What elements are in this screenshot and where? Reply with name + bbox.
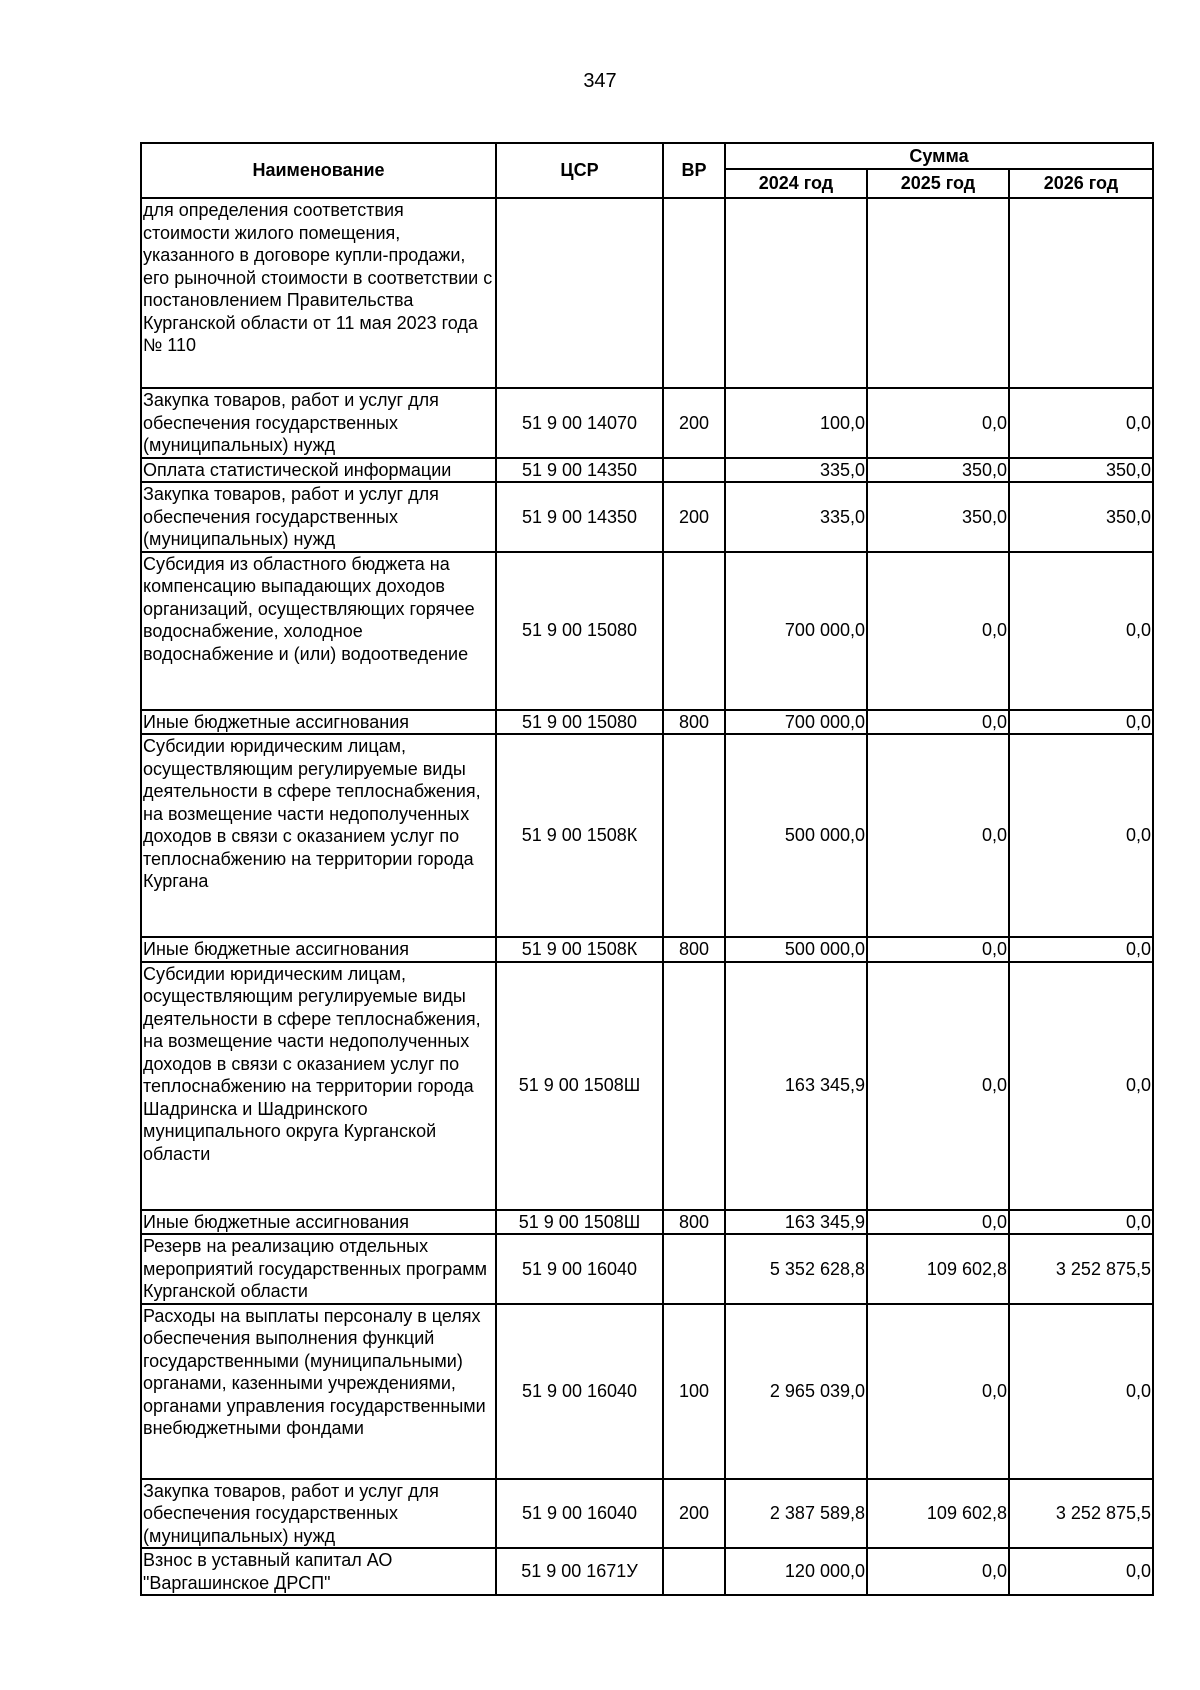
table-body <box>141 198 1153 1595</box>
row-csr-cell: 51 9 00 1508Ш <box>496 962 663 1210</box>
row-2024-cell: 163 345,9 <box>725 1210 867 1235</box>
row-2026-cell: 350,0 <box>1009 482 1153 552</box>
row-vr-cell: 200 <box>663 388 725 458</box>
row-vr-cell: 800 <box>663 937 725 962</box>
row-name-cell: Закупка товаров, работ и услуг для обеспечения государственных (муниципальных) нужд <box>141 1479 496 1549</box>
row-csr-cell: 51 9 00 15080 <box>496 552 663 710</box>
row-2025-cell: 350,0 <box>867 482 1009 552</box>
row-name-cell: Оплата статистической информации <box>141 458 496 483</box>
row-2025-cell: 109 602,8 <box>867 1479 1009 1549</box>
row-2026-cell: 0,0 <box>1009 1548 1153 1595</box>
row-2026-cell: 0,0 <box>1009 552 1153 710</box>
row-vr-cell <box>663 962 725 1210</box>
row-vr-cell: 800 <box>663 1210 725 1235</box>
row-name-cell: Субсидии юридическим лицам, осуществляющим регулируемые виды деятельности в сфере теплоснабжения, на возмещение части недополученных доходов в связи с оказанием услуг по теплоснабжению на территории города Кургана <box>141 734 496 937</box>
row-csr-cell: 51 9 00 14350 <box>496 458 663 483</box>
row-2026-cell: 350,0 <box>1009 458 1153 483</box>
row-name-cell: Взнос в уставный капитал АО "Варгашинское ДРСП" <box>141 1548 496 1595</box>
row-name-cell: Субсидия из областного бюджета на компенсацию выпадающих доходов организаций, осуществляющих горячее водоснабжение, холодное водоснабжение и (или) водоотведение <box>141 552 496 710</box>
row-vr-cell <box>663 458 725 483</box>
row-name-cell: Иные бюджетные ассигнования <box>141 937 496 962</box>
header-sum: Сумма <box>725 143 1153 169</box>
row-2024-cell: 700 000,0 <box>725 552 867 710</box>
row-name-cell: Расходы на выплаты персоналу в целях обеспечения выполнения функций государственными (муниципальными) органами, казенными учреждениями, органами управления государственными внебюджетными фондами <box>141 1304 496 1479</box>
row-2025-cell <box>867 198 1009 388</box>
row-csr-cell: 51 9 00 16040 <box>496 1234 663 1304</box>
row-2024-cell: 100,0 <box>725 388 867 458</box>
row-vr-cell <box>663 1548 725 1595</box>
row-vr-cell <box>663 198 725 388</box>
table-row <box>141 710 1153 735</box>
row-2024-cell: 500 000,0 <box>725 734 867 937</box>
row-vr-cell: 200 <box>663 1479 725 1549</box>
row-2024-cell: 120 000,0 <box>725 1548 867 1595</box>
row-2026-cell: 0,0 <box>1009 710 1153 735</box>
row-name-cell: Закупка товаров, работ и услуг для обеспечения государственных (муниципальных) нужд <box>141 388 496 458</box>
row-csr-cell: 51 9 00 15080 <box>496 710 663 735</box>
row-2026-cell: 0,0 <box>1009 734 1153 937</box>
row-2025-cell: 109 602,8 <box>867 1234 1009 1304</box>
header-2026: 2026 год <box>1009 169 1153 198</box>
row-2024-cell: 2 387 589,8 <box>725 1479 867 1549</box>
row-2024-cell: 163 345,9 <box>725 962 867 1210</box>
row-2024-cell: 500 000,0 <box>725 937 867 962</box>
row-2026-cell <box>1009 198 1153 388</box>
table-header <box>141 143 1153 198</box>
table-row <box>141 1548 1153 1595</box>
table-row <box>141 1234 1153 1304</box>
row-vr-cell <box>663 1234 725 1304</box>
table-row <box>141 1479 1153 1549</box>
row-vr-cell: 800 <box>663 710 725 735</box>
row-2025-cell: 0,0 <box>867 710 1009 735</box>
row-2026-cell: 3 252 875,5 <box>1009 1234 1153 1304</box>
row-2025-cell: 0,0 <box>867 734 1009 937</box>
header-name: Наименование <box>141 143 496 198</box>
row-name-cell: Иные бюджетные ассигнования <box>141 710 496 735</box>
table-row <box>141 962 1153 1210</box>
row-vr-cell: 200 <box>663 482 725 552</box>
row-2024-cell: 335,0 <box>725 482 867 552</box>
row-2025-cell: 0,0 <box>867 1548 1009 1595</box>
page-number: 347 <box>583 70 617 92</box>
row-2025-cell: 0,0 <box>867 962 1009 1210</box>
row-vr-cell <box>663 734 725 937</box>
row-csr-cell <box>496 198 663 388</box>
row-2024-cell: 700 000,0 <box>725 710 867 735</box>
row-name-cell: Иные бюджетные ассигнования <box>141 1210 496 1235</box>
row-csr-cell: 51 9 00 16040 <box>496 1479 663 1549</box>
row-2025-cell: 0,0 <box>867 552 1009 710</box>
row-2025-cell: 0,0 <box>867 388 1009 458</box>
row-name-cell: для определения соответствия стоимости жилого помещения, указанного в договоре купли-продажи, его рыночной стоимости в соответствии с постановлением Правительства Курганской области от 11 мая 2023 года № 110 <box>141 198 496 388</box>
table-row <box>141 1304 1153 1479</box>
row-2026-cell: 0,0 <box>1009 1210 1153 1235</box>
header-vr: ВР <box>663 143 725 198</box>
header-csr: ЦСР <box>496 143 663 198</box>
table-row <box>141 198 1153 388</box>
row-csr-cell: 51 9 00 14350 <box>496 482 663 552</box>
row-csr-cell: 51 9 00 1508Ш <box>496 1210 663 1235</box>
row-vr-cell <box>663 552 725 710</box>
table-row <box>141 458 1153 483</box>
row-2025-cell: 0,0 <box>867 1304 1009 1479</box>
row-2024-cell: 5 352 628,8 <box>725 1234 867 1304</box>
row-csr-cell: 51 9 00 1508К <box>496 937 663 962</box>
row-csr-cell: 51 9 00 14070 <box>496 388 663 458</box>
table-row <box>141 734 1153 937</box>
row-2024-cell: 335,0 <box>725 458 867 483</box>
row-csr-cell: 51 9 00 1508К <box>496 734 663 937</box>
header-2025: 2025 год <box>867 169 1009 198</box>
row-name-cell: Закупка товаров, работ и услуг для обеспечения государственных (муниципальных) нужд <box>141 482 496 552</box>
row-csr-cell: 51 9 00 16040 <box>496 1304 663 1479</box>
row-2026-cell: 0,0 <box>1009 1304 1153 1479</box>
row-2026-cell: 0,0 <box>1009 962 1153 1210</box>
row-name-cell: Субсидии юридическим лицам, осуществляющим регулируемые виды деятельности в сфере теплоснабжения, на возмещение части недополученных доходов в связи с оказанием услуг по теплоснабжению на территории города Шадринска и Шадринского муниципального округа Курганской области <box>141 962 496 1210</box>
table-row <box>141 388 1153 458</box>
row-2025-cell: 0,0 <box>867 1210 1009 1235</box>
row-2026-cell: 0,0 <box>1009 937 1153 962</box>
table-row <box>141 552 1153 710</box>
budget-table <box>140 142 1154 1596</box>
table-row <box>141 937 1153 962</box>
row-name-cell: Резерв на реализацию отдельных мероприятий государственных программ Курганской области <box>141 1234 496 1304</box>
header-2024: 2024 год <box>725 169 867 198</box>
row-2025-cell: 350,0 <box>867 458 1009 483</box>
row-2024-cell: 2 965 039,0 <box>725 1304 867 1479</box>
row-vr-cell: 100 <box>663 1304 725 1479</box>
row-2026-cell: 3 252 875,5 <box>1009 1479 1153 1549</box>
table-row <box>141 482 1153 552</box>
row-csr-cell: 51 9 00 1671У <box>496 1548 663 1595</box>
table-row <box>141 1210 1153 1235</box>
row-2024-cell <box>725 198 867 388</box>
row-2026-cell: 0,0 <box>1009 388 1153 458</box>
row-2025-cell: 0,0 <box>867 937 1009 962</box>
